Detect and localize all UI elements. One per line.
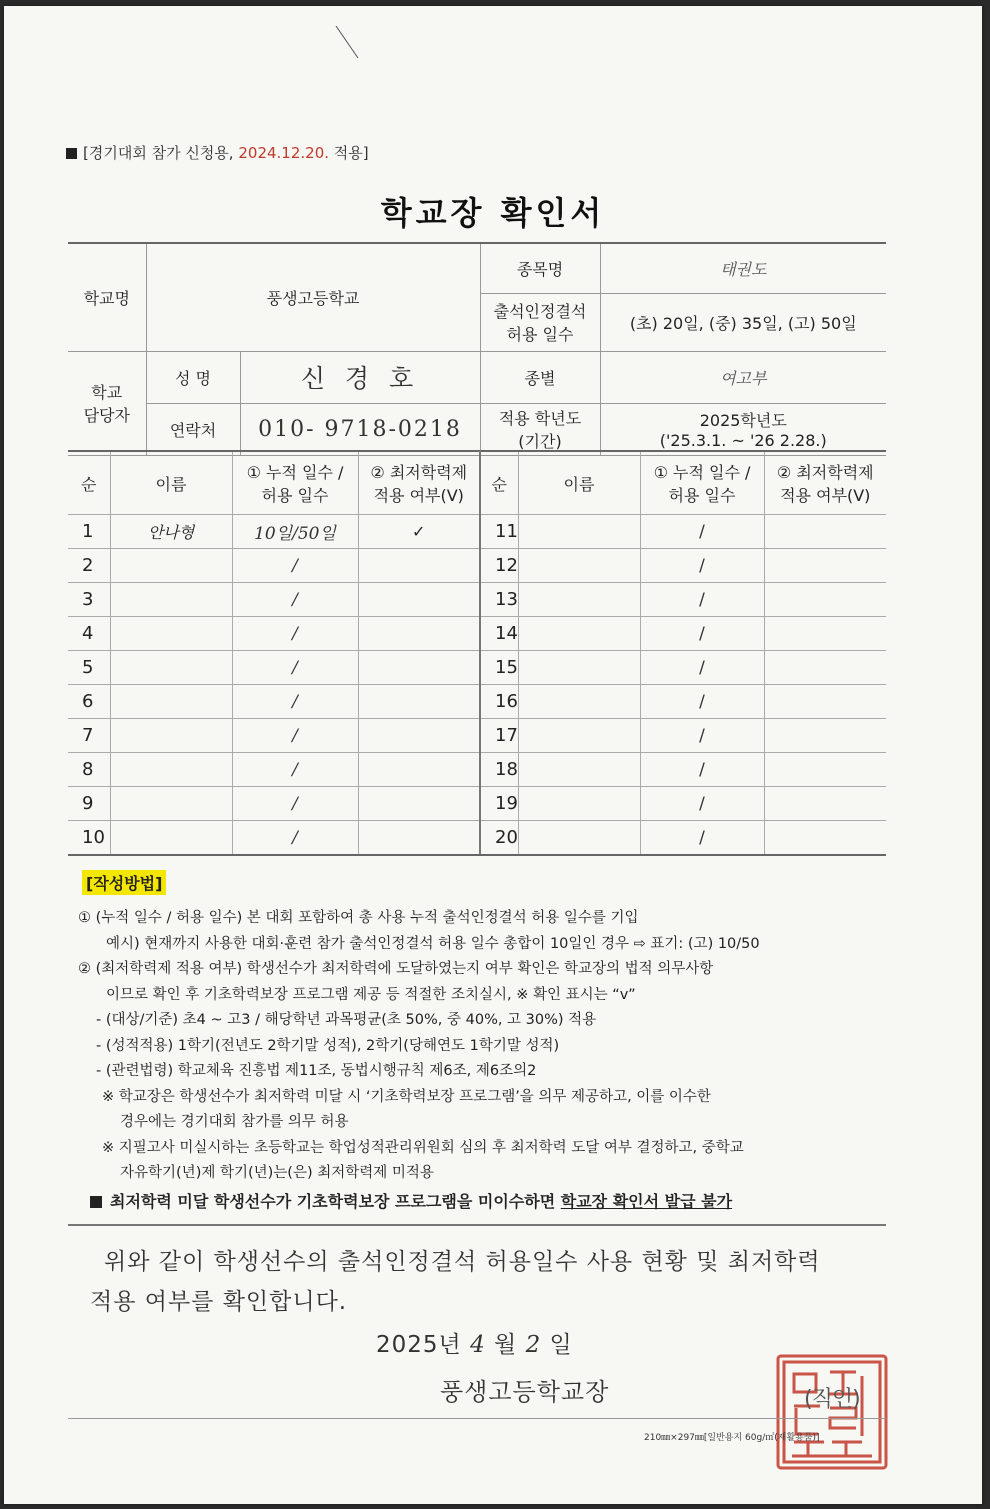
min-academic-check bbox=[764, 515, 886, 549]
division-value: 여고부 bbox=[600, 351, 886, 403]
method-line: 이므로 확인 후 기초학력보장 프로그램 제공 등 적절한 조치실시, ※ 확인 표시는 “v” bbox=[106, 986, 636, 1003]
allow-days-label-1: 출석인정결석 bbox=[493, 302, 587, 321]
athlete-roster-table bbox=[68, 450, 886, 856]
date-day-unit: 일 bbox=[549, 1332, 573, 1358]
col-min-right bbox=[764, 451, 886, 515]
row-number: 3 bbox=[68, 583, 110, 617]
absence-days: / bbox=[232, 549, 358, 583]
athlete-name bbox=[110, 821, 232, 856]
row-number: 10 bbox=[68, 821, 110, 856]
manager-label-2: 담당자 bbox=[83, 406, 130, 425]
absence-days: / bbox=[232, 719, 358, 753]
school-name: 풍생고등학교 bbox=[146, 243, 480, 351]
method-line: - (대상/기준) 초4 ~ 고3 / 해당학년 과목평균(초 50%, 중 40%, 고 30%) 적용 bbox=[96, 1012, 597, 1028]
seal-label: (직인) bbox=[804, 1387, 860, 1412]
event-value: 태권도 bbox=[600, 243, 886, 293]
event-label: 종목명 bbox=[480, 243, 600, 293]
min-academic-check bbox=[358, 787, 480, 821]
method-final-note bbox=[78, 1189, 888, 1215]
athlete-name bbox=[518, 753, 640, 787]
checkbox-square-icon bbox=[90, 1196, 102, 1208]
min-academic-check bbox=[764, 753, 886, 787]
table-row bbox=[68, 651, 886, 685]
method-line: 자유학기(년)제 학기(년)는(은) 최저학력제 미적용 bbox=[120, 1165, 434, 1181]
confirmation-statement bbox=[90, 1242, 890, 1322]
absence-days: / bbox=[640, 821, 764, 856]
table-row bbox=[68, 617, 886, 651]
table-row bbox=[68, 685, 886, 719]
col-days-left bbox=[232, 451, 358, 515]
athlete-name bbox=[518, 787, 640, 821]
year-value bbox=[600, 403, 886, 455]
col-min-left bbox=[358, 451, 480, 515]
athlete-name bbox=[110, 549, 232, 583]
absence-days: / bbox=[232, 685, 358, 719]
year-label-1: 적용 학년도 bbox=[498, 409, 582, 428]
athlete-name: 안나형 bbox=[110, 515, 232, 549]
athlete-name bbox=[110, 583, 232, 617]
min-academic-check bbox=[764, 685, 886, 719]
header-date: 2024.12.20. bbox=[238, 144, 330, 162]
method-line: ① (누적 일수 / 허용 일수) 본 대회 포함하여 총 사용 누적 출석인정결석 허용 일수를 기입 bbox=[78, 910, 639, 926]
principal-title: 풍생고등학교장 bbox=[440, 1378, 610, 1406]
min-academic-check bbox=[358, 617, 480, 651]
col-name-right: 이름 bbox=[518, 451, 640, 515]
method-line: ※ 학교장은 학생선수가 최저학력 미달 시 ‘기초학력보장 프로그램’을 의무 제공하고, 이를 이수한 bbox=[102, 1088, 711, 1105]
document-title: 학교장 확인서 bbox=[380, 194, 606, 232]
school-label: 학교명 bbox=[68, 243, 146, 351]
athlete-name bbox=[518, 651, 640, 685]
absence-days: / bbox=[640, 753, 764, 787]
col-min-label-2: 적용 여부(V) bbox=[780, 486, 871, 505]
col-min-label-1: ② 최저학력제 bbox=[370, 463, 468, 482]
final-note-underlined: 학교장 확인서 발급 불가 bbox=[560, 1191, 733, 1211]
absence-days: / bbox=[232, 821, 358, 856]
method-line: ② (최저학력제 적용 여부) 학생선수가 최저학력에 도달하였는지 여부 확인은 학교장의 법적 의무사항 bbox=[78, 961, 714, 977]
confirm-line-2: 적용 여부를 확인합니다. bbox=[90, 1289, 348, 1315]
row-number: 1 bbox=[68, 515, 110, 549]
row-number: 12 bbox=[480, 549, 518, 583]
absence-days: / bbox=[232, 753, 358, 787]
min-academic-check bbox=[764, 821, 886, 856]
row-number: 5 bbox=[68, 651, 110, 685]
col-no-left: 순 bbox=[68, 451, 110, 515]
min-academic-check bbox=[764, 549, 886, 583]
method-line: 예시) 현재까지 사용한 대회·훈련 참가 출석인정결석 허용 일수 총합이 10일인 경우 ⇨ 표기: (고) 10/50 bbox=[106, 935, 760, 952]
date-month-unit: 월 bbox=[494, 1332, 518, 1358]
method-line: - (관련법령) 학교체육 진흥법 제11조, 동법시행규칙 제6조, 제6조의2 bbox=[96, 1063, 537, 1079]
row-number: 18 bbox=[480, 753, 518, 787]
absence-days: / bbox=[640, 583, 764, 617]
issue-date bbox=[376, 1326, 573, 1359]
athlete-name bbox=[110, 685, 232, 719]
method-instructions bbox=[78, 906, 888, 1214]
absence-days: / bbox=[640, 617, 764, 651]
roster-header-row bbox=[68, 451, 886, 515]
athlete-name bbox=[518, 719, 640, 753]
athlete-name bbox=[110, 719, 232, 753]
absence-days: / bbox=[232, 787, 358, 821]
col-days-label-1: ① 누적 일수 / bbox=[653, 463, 751, 482]
year-label bbox=[480, 403, 600, 455]
absence-days: / bbox=[232, 617, 358, 651]
method-line: - (성적적용) 1학기(전년도 2학기말 성적), 2학기(당해연도 1학기말 성적) bbox=[96, 1037, 560, 1054]
division-label: 종별 bbox=[480, 351, 600, 403]
min-academic-check bbox=[358, 821, 480, 856]
athlete-name bbox=[518, 685, 640, 719]
table-row bbox=[68, 549, 886, 583]
col-min-label-2: 적용 여부(V) bbox=[373, 486, 464, 505]
absence-days: / bbox=[640, 549, 764, 583]
col-min-label-1: ② 최저학력제 bbox=[776, 463, 874, 482]
athlete-name bbox=[518, 549, 640, 583]
min-academic-check bbox=[764, 719, 886, 753]
row-number: 13 bbox=[480, 583, 518, 617]
method-title: [작성방법] bbox=[82, 870, 166, 895]
col-no-right: 순 bbox=[480, 451, 518, 515]
table-row bbox=[68, 753, 886, 787]
min-academic-check: ✓ bbox=[358, 515, 480, 549]
allow-days-value: (초) 20일, (중) 35일, (고) 50일 bbox=[600, 293, 886, 351]
row-number: 6 bbox=[68, 685, 110, 719]
date-day-handwritten: 2 bbox=[525, 1332, 542, 1358]
row-number: 11 bbox=[480, 515, 518, 549]
manager-name-handwritten: 신 경 호 bbox=[240, 351, 480, 403]
min-academic-check bbox=[358, 583, 480, 617]
manager-label bbox=[68, 351, 146, 455]
square-bullet-icon bbox=[66, 148, 77, 159]
row-number: 19 bbox=[480, 787, 518, 821]
athlete-name bbox=[110, 753, 232, 787]
row-number: 14 bbox=[480, 617, 518, 651]
name-label: 성 명 bbox=[146, 351, 240, 403]
athlete-name bbox=[110, 617, 232, 651]
col-days-label-1: ① 누적 일수 / bbox=[246, 463, 344, 482]
absence-days: / bbox=[640, 787, 764, 821]
absence-days: / bbox=[232, 651, 358, 685]
absence-days: / bbox=[232, 583, 358, 617]
athlete-name bbox=[518, 821, 640, 856]
year-value-1: 2025학년도 bbox=[699, 411, 787, 430]
row-number: 9 bbox=[68, 787, 110, 821]
absence-days: / bbox=[640, 685, 764, 719]
athlete-name bbox=[110, 651, 232, 685]
col-days-label-2: 허용 일수 bbox=[668, 486, 736, 505]
header-suffix: 적용] bbox=[333, 144, 369, 162]
form-header-note bbox=[66, 142, 369, 163]
table-row bbox=[68, 787, 886, 821]
table-row bbox=[68, 719, 886, 753]
contact-value-handwritten: 010- 9718-0218 bbox=[240, 403, 480, 455]
col-days-right bbox=[640, 451, 764, 515]
absence-days: / bbox=[640, 515, 764, 549]
min-academic-check bbox=[358, 753, 480, 787]
row-number: 17 bbox=[480, 719, 518, 753]
method-line: 경우에는 경기대회 참가를 의무 허용 bbox=[120, 1114, 349, 1130]
method-line: ※ 지필고사 미실시하는 초등학교는 학업성적관리위원회 심의 후 최저학력 도달 여부 결정하고, 중학교 bbox=[102, 1139, 744, 1156]
document-page bbox=[4, 6, 982, 1504]
info-table bbox=[68, 242, 886, 456]
athlete-name bbox=[110, 787, 232, 821]
athlete-name bbox=[518, 617, 640, 651]
col-name-left: 이름 bbox=[110, 451, 232, 515]
header-prefix: [경기대회 참가 신청용, bbox=[83, 144, 234, 162]
year-label-2: (기간) bbox=[518, 432, 562, 451]
paper-spec-footnote: 210㎜×297㎜[일반용지 60g/㎡(재활용품)] bbox=[644, 1433, 820, 1443]
min-academic-check bbox=[358, 651, 480, 685]
athlete-name bbox=[518, 515, 640, 549]
table-row bbox=[68, 583, 886, 617]
absence-days: / bbox=[640, 719, 764, 753]
absence-days: 10일/50일 bbox=[232, 515, 358, 549]
row-number: 16 bbox=[480, 685, 518, 719]
year-value-2: ('25.3.1. ~ '26 2.28.) bbox=[659, 431, 827, 450]
col-days-label-2: 허용 일수 bbox=[261, 486, 329, 505]
min-academic-check bbox=[764, 583, 886, 617]
pen-scratch-mark bbox=[334, 24, 364, 64]
contact-label: 연락처 bbox=[146, 403, 240, 455]
min-academic-check bbox=[764, 651, 886, 685]
table-row bbox=[68, 821, 886, 856]
manager-label-1: 학교 bbox=[91, 383, 123, 402]
absence-days: / bbox=[640, 651, 764, 685]
row-number: 8 bbox=[68, 753, 110, 787]
min-academic-check bbox=[358, 685, 480, 719]
athlete-name bbox=[518, 583, 640, 617]
date-month-handwritten: 4 bbox=[470, 1332, 486, 1358]
date-year: 2025년 bbox=[376, 1332, 462, 1358]
min-academic-check bbox=[358, 549, 480, 583]
min-academic-check bbox=[764, 617, 886, 651]
allow-days-label bbox=[480, 293, 600, 351]
bottom-rule bbox=[68, 1418, 886, 1419]
row-number: 15 bbox=[480, 651, 518, 685]
table-row bbox=[68, 515, 886, 549]
min-academic-check bbox=[358, 719, 480, 753]
confirm-line-1: 위와 같이 학생선수의 출석인정결석 허용일수 사용 현황 및 최저학력 bbox=[104, 1249, 821, 1275]
allow-days-label-2: 허용 일수 bbox=[506, 325, 574, 344]
min-academic-check bbox=[764, 787, 886, 821]
row-number: 4 bbox=[68, 617, 110, 651]
row-number: 20 bbox=[480, 821, 518, 856]
final-note-text: 최저학력 미달 학생선수가 기초학력보장 프로그램을 미이수하면 bbox=[110, 1191, 556, 1211]
section-divider bbox=[68, 1224, 886, 1226]
row-number: 2 bbox=[68, 549, 110, 583]
row-number: 7 bbox=[68, 719, 110, 753]
